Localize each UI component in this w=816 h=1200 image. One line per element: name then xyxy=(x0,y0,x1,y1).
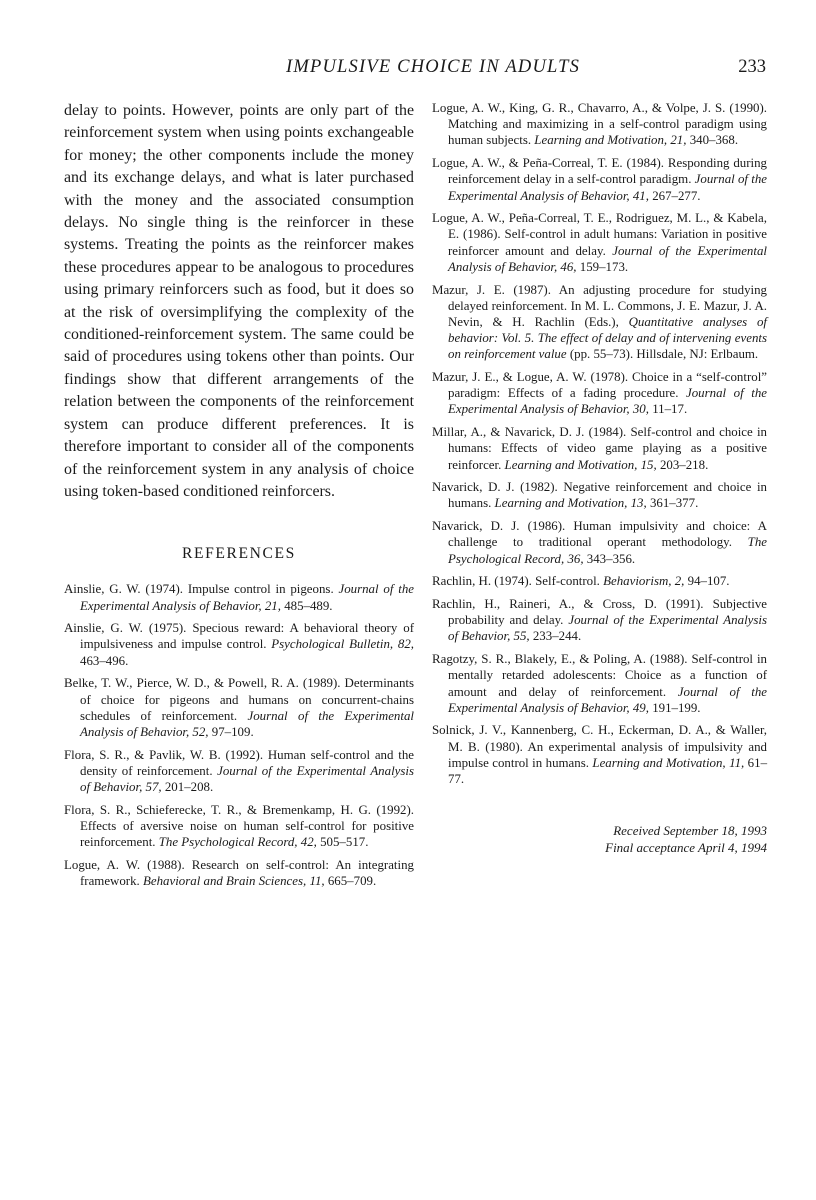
reference-item: Flora, S. R., Schieferecke, T. R., & Bremenkamp, H. G. (1992). Effects of aversive noise on human self-control for positive reinforcement. The Psychological Record, 42, 505–517. xyxy=(64,802,414,850)
running-title: IMPULSIVE CHOICE IN ADULTS xyxy=(286,57,581,77)
reference-list-right xyxy=(432,100,767,787)
right-column xyxy=(432,100,767,794)
reference-item: Navarick, D. J. (1982). Negative reinforcement and choice in humans. Learning and Motivation, 13, 361–377. xyxy=(432,480,767,511)
reference-item: Logue, A. W. (1988). Research on self-control: An integrating framework. Behavioral and Brain Sciences, 11, 665–709. xyxy=(64,857,414,889)
reference-item: Ainslie, G. W. (1974). Impulse control in pigeons. Journal of the Experimental Analysis of Behavior, 21, 485–489. xyxy=(64,582,414,613)
left-column xyxy=(64,100,414,896)
reference-item: Rachlin, H. (1974). Self-control. Behaviorism, 2, 94–107. xyxy=(432,574,730,589)
reference-item: Mazur, J. E. (1987). An adjusting procedure for studying delayed reinforcement. In M. L. Commons, J. E. Mazur, J. A. Nevin, & H. Rachlin (Eds.), Quantitative analyses of behavior: Vol. 5. The effect of delay and of intervening events on reinforcement value (pp. 55–73). Hillsdale, NJ: Erlbaum. xyxy=(432,282,767,362)
reference-item: Navarick, D. J. (1986). Human impulsivity and choice: A challenge to traditional operant methodology. The Psychological Record, 36, 343–356. xyxy=(432,519,767,566)
reference-item: Logue, A. W., & Peña-Correal, T. E. (1984). Responding during reinforcement delay in a self-control paradigm. Journal of the Experimental Analysis of Behavior, 41, 267–277. xyxy=(432,156,767,203)
acceptance-date: Final acceptance April 4, 1994 xyxy=(605,839,767,855)
page-number: 233 xyxy=(738,57,766,77)
reference-item: Ainslie, G. W. (1975). Specious reward: A behavioral theory of impulsiveness and impulse control. Psychological Bulletin, 82, 463–496. xyxy=(64,621,414,668)
reference-item: Belke, T. W., Pierce, W. D., & Powell, R. A. (1989). Determinants of choice for pigeons and humans on concurrent-chains schedules of reinforcement. Journal of the Experimental Analysis of Behavior, 52, 97–109. xyxy=(64,676,414,739)
reference-item: Mazur, J. E., & Logue, A. W. (1978). Choice in a “self-control” paradigm: Effects of a fading procedure. Journal of the Experimental Analysis of Behavior, 30, 11–17. xyxy=(432,370,768,417)
reference-item: Flora, S. R., & Pavlik, W. B. (1992). Human self-control and the density of reinforcement. Journal of the Experimental Analysis of Behavior, 57, 201–208. xyxy=(64,747,414,795)
page-header xyxy=(0,57,816,83)
reference-item: Millar, A., & Navarick, D. J. (1984). Self-control and choice in humans: Effects of video game playing as a positive reinforcer. Learning and Motivation, 15, 203–218. xyxy=(432,425,767,472)
reference-item: Solnick, J. V., Kannenberg, C. H., Eckerman, D. A., & Waller, M. B. (1980). An experimental analysis of impulsivity and impulse control in humans. Learning and Motivation, 11, 61–77. xyxy=(432,723,768,787)
reference-item: Rachlin, H., Raineri, A., & Cross, D. (1991). Subjective probability and delay. Journal of the Experimental Analysis of Behavior, 55, 233–244. xyxy=(432,596,767,644)
body-paragraph: delay to points. However, points are only part of the reinforcement system when using points exchangeable for money; the other components include the money and its exchange delays, and what is later purchased with the money and the associated consumption delays. No single thing is the reinforcer in these systems. Treating the points as the reinforcer makes these procedures appear to be analogous to procedures using primary reinforcers such as food, but it does so at the risk of oversimplifying the complexity of the conditioned-reinforcement system. The same could be said of procedures using tokens other than points. Our findings show that different arrangements of the relation between the components of the reinforcement system can produce different preferences. It is therefore important to consider all of the components of the reinforcement system in any analysis of choice using token-based conditioned reinforcers. xyxy=(64,102,414,500)
references-heading: REFERENCES xyxy=(182,545,296,563)
reference-item: Ragotzy, S. R., Blakely, E., & Poling, A. (1988). Self-control in mentally retarded adolescents: Choice as a function of amount and delay of reinforcement. Journal of the Experimental Analysis of Behavior, 49, 191–199. xyxy=(432,652,767,715)
received-date: Received September 18, 1993 xyxy=(613,823,767,838)
reference-item: Logue, A. W., Peña-Correal, T. E., Rodriguez, M. L., & Kabela, E. (1986). Self-control in adult humans: Variation in positive reinforcer amount and delay. Journal of the Experimental Analysis of Behavior, 46, 159–173. xyxy=(432,211,767,274)
reference-list-left xyxy=(64,581,414,889)
reference-item: Logue, A. W., King, G. R., Chavarro, A., & Volpe, J. S. (1990). Matching and maximizing in a self-control paradigm using human subjects. Learning and Motivation, 21, 340–368. xyxy=(432,101,767,148)
received-dates xyxy=(432,823,767,856)
